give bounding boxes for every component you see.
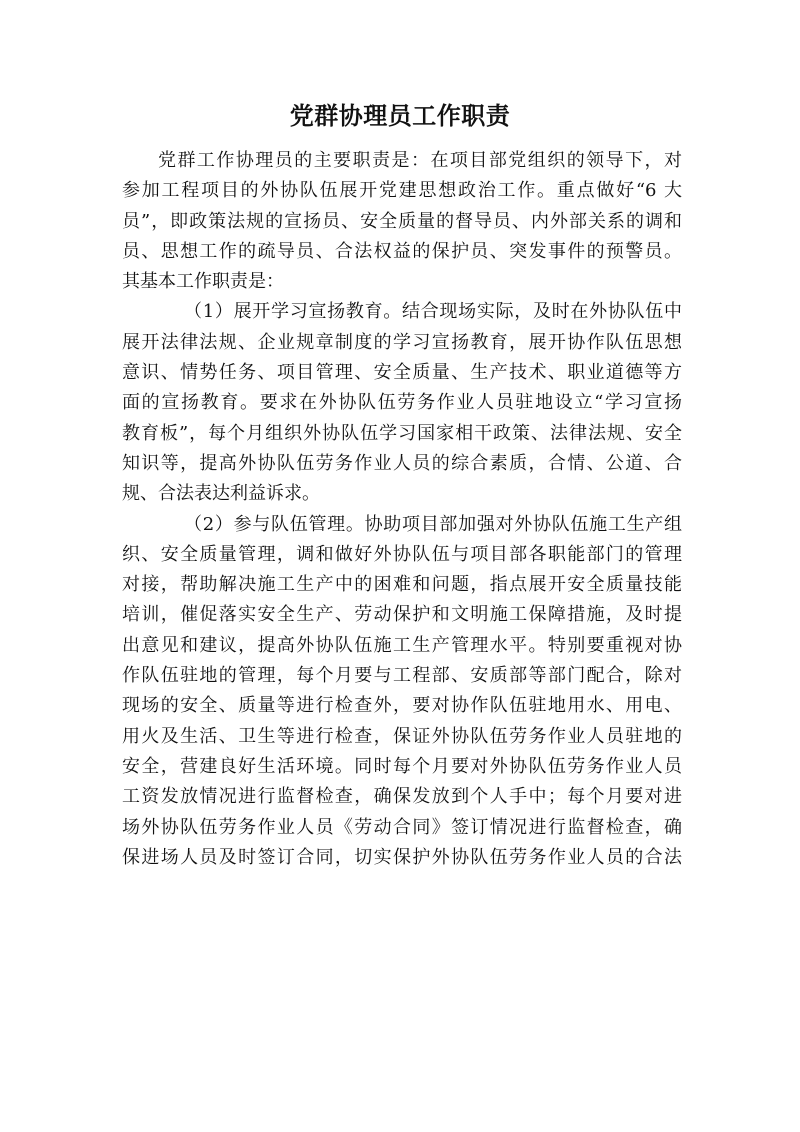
item-1-line: 展开法律法规、企业规章制度的学习宣扬教育，展开协作队伍思想 [122, 331, 682, 353]
item-2-line: （2）参与队伍管理。协助项目部加强对外协队伍施工生产组 [184, 513, 682, 535]
item-2-paragraph [122, 510, 682, 874]
item-1-line: 意识、情势任务、项目管理、安全质量、生产技术、职业道德等方 [122, 362, 682, 384]
item-2-line: 作队伍驻地的管理，每个月要与工程部、安质部等部门配合，除对 [122, 665, 682, 687]
document-body [122, 146, 682, 873]
item-2-line: 出意见和建议，提高外协队伍施工生产管理水平。特别要重视对协 [122, 634, 682, 656]
item-2-line: 场外协队伍劳务作业人员《劳动合同》签订情况进行监督检查，确 [122, 816, 682, 838]
intro-line: 员、思想工作的疏导员、合法权益的保护员、突发事件的预警员。 [122, 240, 682, 262]
intro-line: 参加工程项目的外协队伍展开党建思想政治工作。重点做好“6 大 [122, 180, 682, 202]
item-2-line: 现场的安全、质量等进行检查外，要对协作队伍驻地用水、用电、 [122, 695, 682, 717]
item-2-line: 对接，帮助解决施工生产中的困难和问题，指点展开安全质量技能 [122, 574, 682, 596]
intro-paragraph [122, 146, 682, 297]
item-1-line: 面的宣扬教育。要求在外协队伍劳务作业人员驻地设立“学习宣扬 [122, 392, 682, 414]
item-1-line: （1）展开学习宣扬教育。结合现场实际，及时在外协队伍中 [184, 301, 682, 323]
intro-line: 党群工作协理员的主要职责是：在项目部党组织的领导下，对 [158, 150, 682, 171]
intro-line: 员”，即政策法规的宣扬员、安全质量的督导员、内外部关系的调和 [122, 210, 682, 232]
item-1-line: 规、合法表达利益诉求。 [122, 483, 320, 505]
document-title: 党群协理员工作职责 [289, 101, 511, 130]
item-1-paragraph [122, 297, 682, 509]
item-2-line: 保进场人员及时签订合同，切实保护外协队伍劳务作业人员的合法 [122, 846, 682, 868]
item-1-line: 知识等，提高外协队伍劳务作业人员的综合素质，合情、公道、合 [122, 452, 682, 474]
item-2-line: 安全，营建良好生活环境。同时每个月要对外协队伍劳务作业人员 [122, 755, 682, 777]
item-1-line: 教育板”，每个月组织外协队伍学习国家相干政策、法律法规、安全 [122, 422, 682, 444]
item-2-line: 工资发放情况进行监督检查，确保发放到个人手中；每个月要对进 [122, 786, 682, 808]
item-2-line: 用火及生活、卫生等进行检查，保证外协队伍劳务作业人员驻地的 [122, 725, 682, 747]
item-2-line: 培训，催促落实安全生产、劳动保护和文明施工保障措施，及时提 [122, 604, 682, 626]
item-2-line: 织、安全质量管理，调和做好外协队伍与项目部各职能部门的管理 [122, 543, 682, 565]
intro-line: 其基本工作职责是： [122, 271, 284, 293]
